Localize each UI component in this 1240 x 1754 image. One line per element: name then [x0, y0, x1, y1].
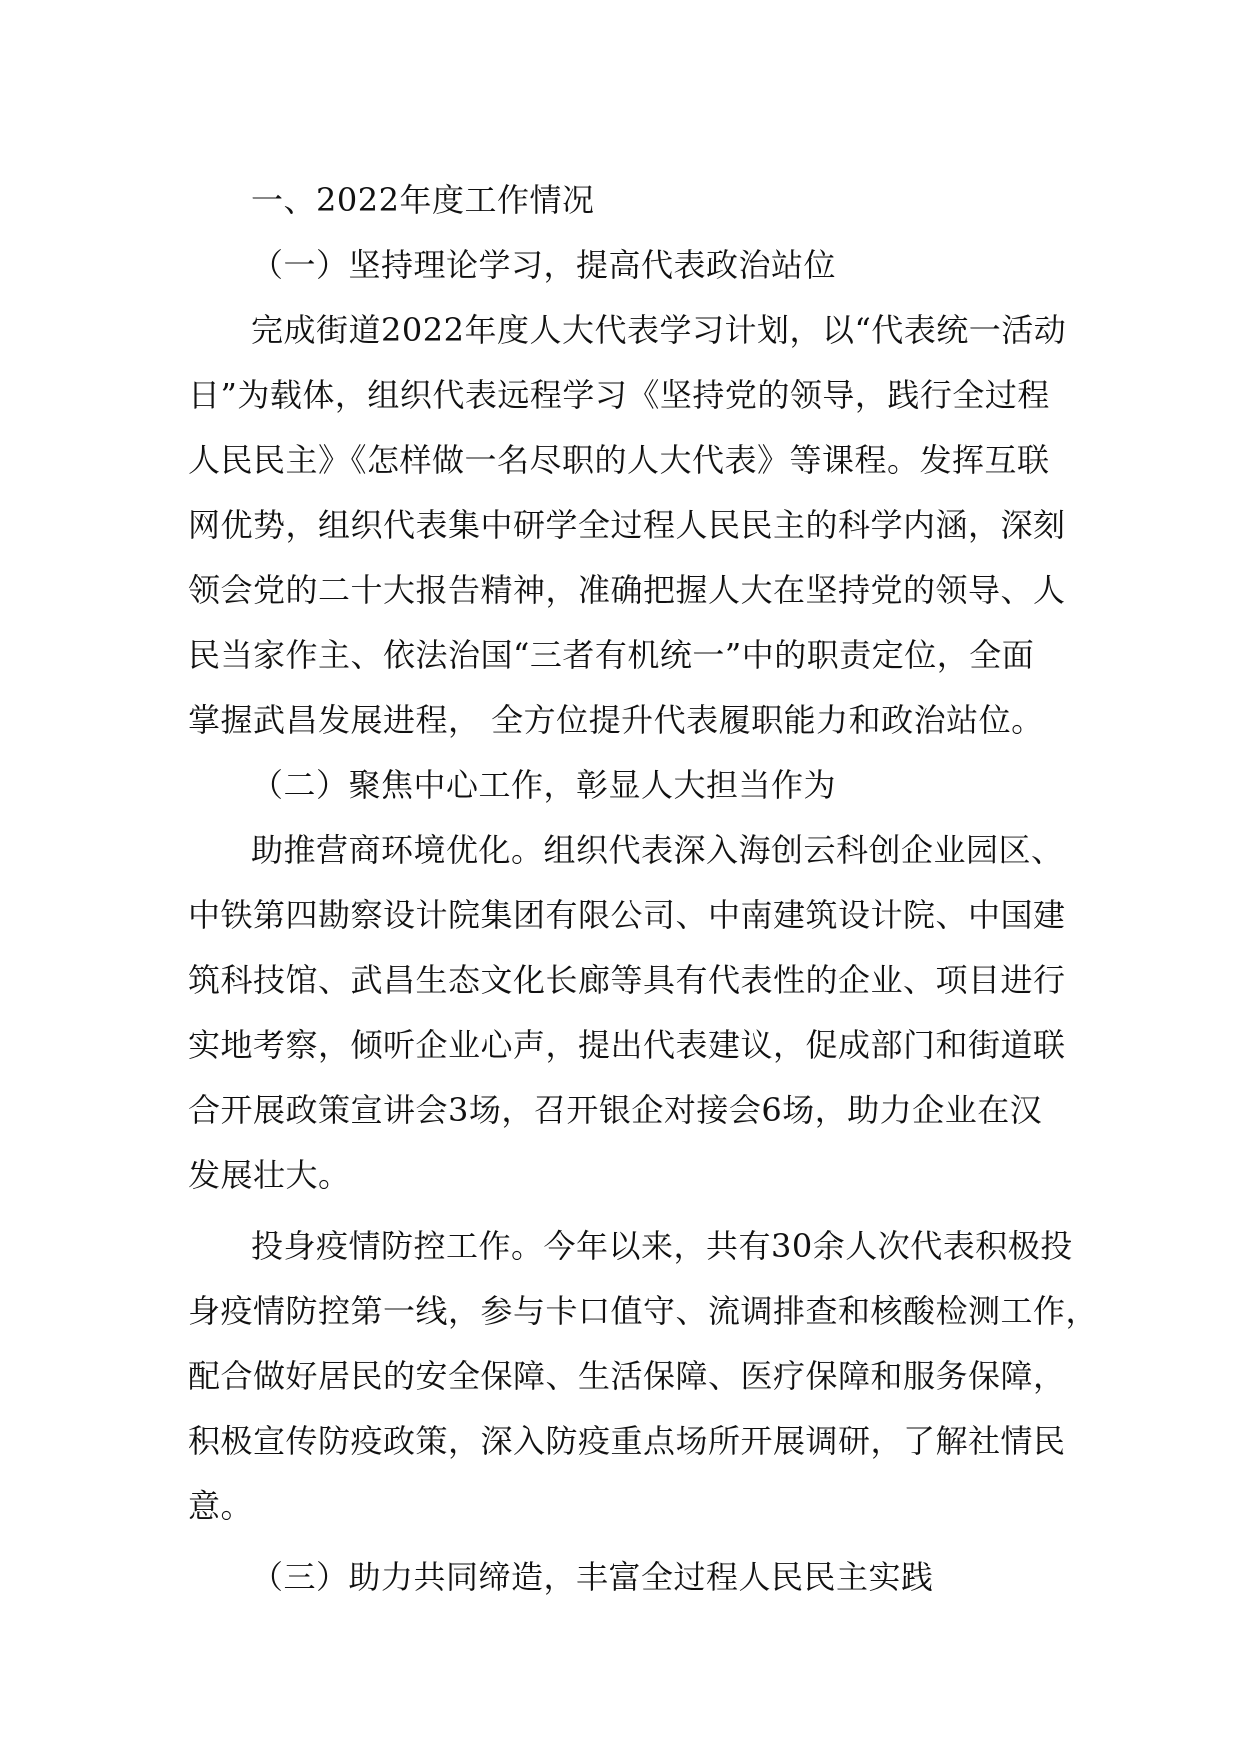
paragraph-line: 日”为载体，组织代表远程学习《坚持党的领导，践行全过程 — [188, 376, 1050, 414]
paragraph-line: 完成街道2022年度人大代表学习计划，以“代表统一活动 — [251, 311, 1067, 349]
paragraph-line: 配合做好居民的安全保障、生活保障、医疗保障和服务保障， — [188, 1357, 1066, 1395]
section-2-paragraph-2 — [188, 1214, 1099, 1539]
paragraph-line: 合开展政策宣讲会3场，召开银企对接会6场，助力企业在汉 — [188, 1091, 1043, 1129]
paragraph-line: 投身疫情防控工作。今年以来，共有30余人次代表积极投 — [251, 1227, 1073, 1265]
document-body — [188, 168, 1099, 1610]
section-1-title: （一）坚持理论学习，提高代表政治站位 — [251, 246, 837, 284]
paragraph-line: 筑科技馆、武昌生态文化长廊等具有代表性的企业、项目进行 — [188, 961, 1066, 999]
heading-level-1: 一、2022年度工作情况 — [251, 181, 595, 219]
section-2-title: （二）聚焦中心工作，彰显人大担当作为 — [251, 766, 837, 804]
paragraph-line: 掌握武昌发展进程， 全方位提升代表履职能力和政治站位。 — [188, 701, 1044, 739]
section-1-paragraph — [188, 298, 1068, 753]
paragraph-line: 助推营商环境优化。组织代表深入海创云科创企业园区、 — [251, 831, 1064, 869]
paragraph-line: 积极宣传防疫政策，深入防疫重点场所开展调研，了解社情民 — [188, 1422, 1066, 1460]
section-3-title: （三）助力共同缔造，丰富全过程人民民主实践 — [251, 1558, 934, 1596]
paragraph-line: 民当家作主、依法治国“三者有机统一”中的职责定位，全面 — [188, 636, 1035, 674]
paragraph-line: 实地考察，倾听企业心声，提出代表建议，促成部门和街道联 — [188, 1026, 1066, 1064]
paragraph-line: 发展壮大。 — [188, 1156, 351, 1194]
paragraph-line: 中铁第四勘察设计院集团有限公司、中南建筑设计院、中国建 — [188, 896, 1066, 934]
paragraph-line: 领会党的二十大报告精神，准确把握人大在坚持党的领导、人 — [188, 571, 1066, 609]
paragraph-line: 网优势，组织代表集中研学全过程人民民主的科学内涵，深刻 — [188, 506, 1066, 544]
paragraph-line: 人民民主》《怎样做一名尽职的人大代表》等课程。发挥互联 — [188, 441, 1050, 479]
paragraph-line: 身疫情防控第一线，参与卡口值守、流调排查和核酸检测工作， — [188, 1292, 1099, 1330]
section-2-paragraph-1 — [188, 818, 1068, 1208]
paragraph-line: 意。 — [188, 1487, 254, 1525]
